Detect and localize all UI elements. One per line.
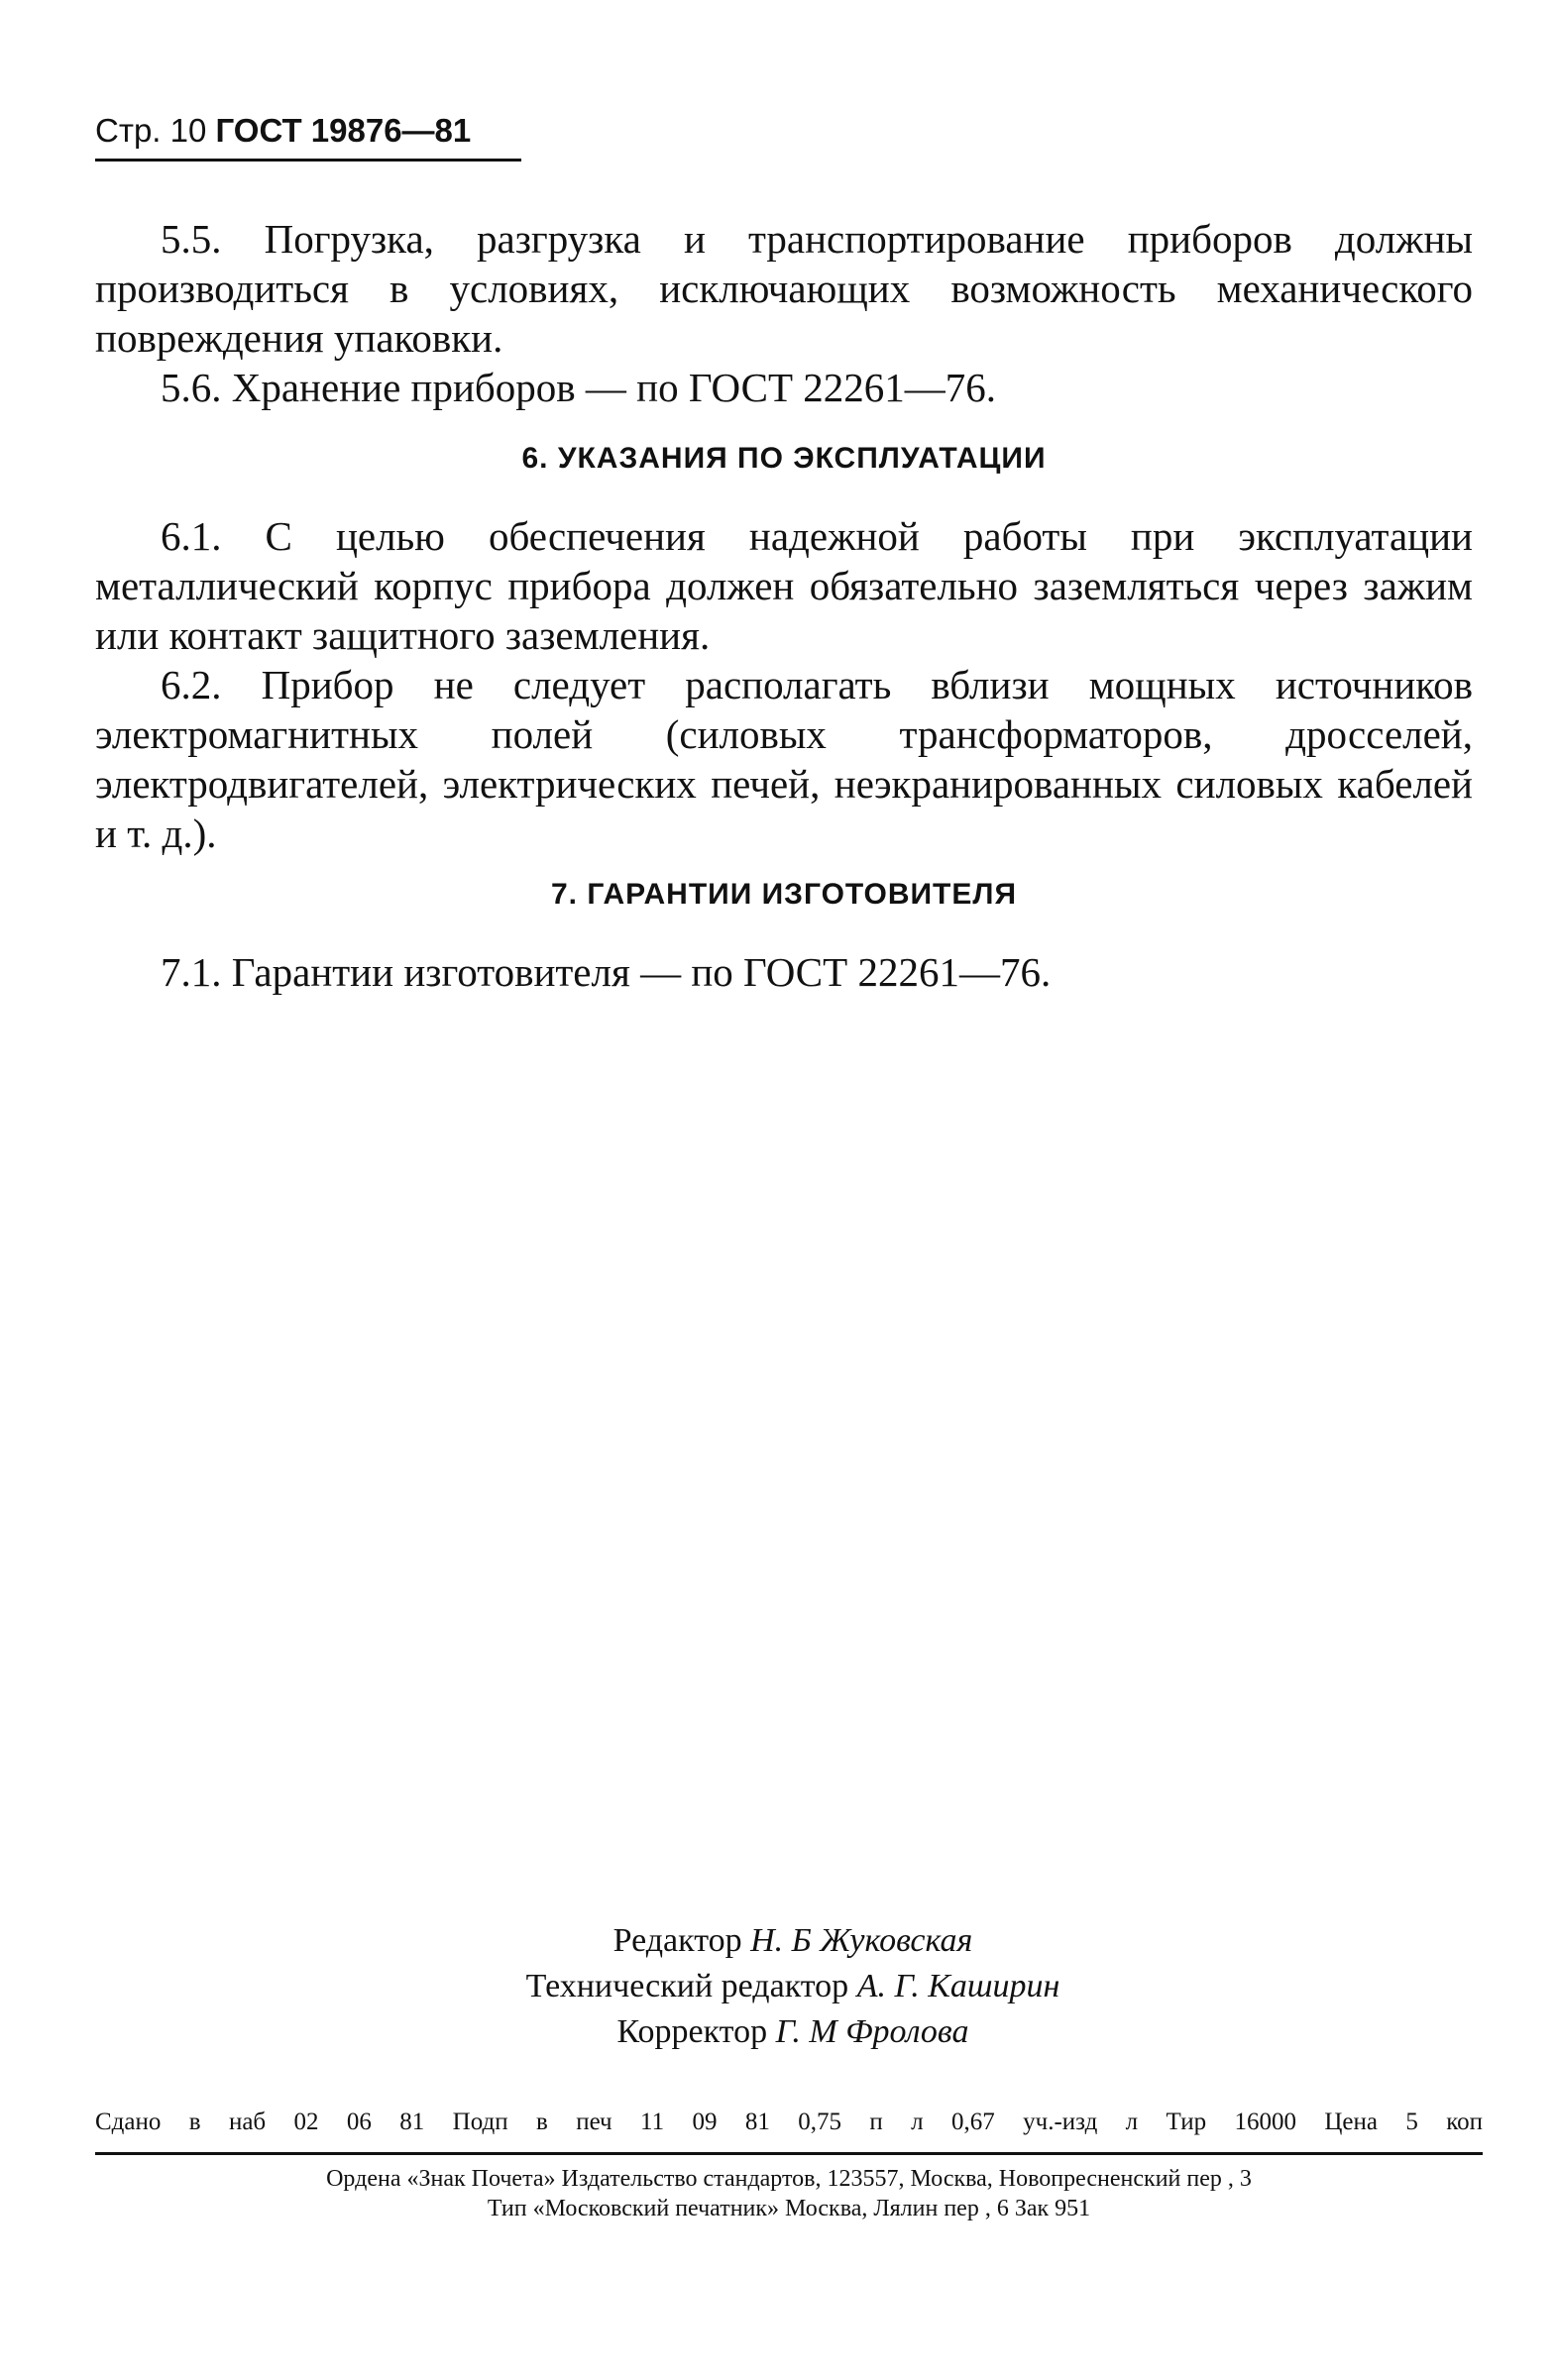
credit-corrector: [297, 2009, 1288, 2055]
paragraph-5-6: 5.6. Хранение приборов — по ГОСТ 22261—76.: [161, 365, 997, 410]
paragraph-6-2: 6.2. Прибор не следует располагать вблизи мощных источников электромагнитных полей (силовых трансформаторов, дросселей, электродвигателей, электрических печей, неэкранированных силовых кабелей и т. д.).: [95, 662, 1473, 856]
section-5-text: [95, 214, 1473, 412]
credit-editor-role: Редактор: [612, 1922, 742, 1959]
paragraph-7-1: 7.1. Гарантии изготовителя — по ГОСТ 22261—76.: [161, 949, 1052, 995]
imprint-rule: [95, 2152, 1483, 2155]
credit-corrector-role: Корректор: [616, 2013, 768, 2050]
credit-tech-editor-role: Технический редактор: [525, 1968, 849, 2004]
publisher-footer: [95, 2164, 1483, 2223]
standard-number: ГОСТ 19876—81: [215, 112, 472, 149]
page-header: [95, 111, 521, 151]
credit-tech-editor-name: А. Г. Каширин: [856, 1968, 1060, 2004]
page-number: Стр. 10: [95, 112, 207, 149]
footer-printer-line: Тип «Московский печатник» Москва, Лялин пер , 6 Зак 951: [487, 2196, 1091, 2221]
heading-section-6: 6. УКАЗАНИЯ ПО ЭКСПЛУАТАЦИИ: [521, 442, 1047, 475]
heading-section-7: 7. ГАРАНТИИ ИЗГОТОВИТЕЛЯ: [550, 878, 1017, 911]
header-rule: [95, 159, 521, 162]
credit-corrector-name: Г. М Фролова: [775, 2013, 969, 2050]
paragraph-5-5: 5.5. Погрузка, разгрузка и транспортирование приборов должны производиться в условиях, исключающих возможность механического повреждения упаковки.: [95, 216, 1473, 361]
credit-editor-name: Н. Б Жуковская: [750, 1922, 973, 1959]
section-7-text: [95, 947, 1473, 997]
paragraph-6-1: 6.1. С целью обеспечения надежной работы при эксплуатации металлический корпус прибора должен обязательно заземляться через зажим или контакт защитного заземления.: [95, 513, 1473, 658]
credit-editor: [297, 1918, 1288, 1964]
credits-block: [297, 1918, 1288, 2055]
footer-publisher-line: Ордена «Знак Почета» Издательство стандартов, 123557, Москва, Новопресненский пер , 3: [326, 2166, 1252, 2192]
section-6-text: [95, 511, 1473, 858]
credit-tech-editor: [297, 1964, 1288, 2009]
print-imprint: Сдано в наб 02 06 81 Подп в печ 11 09 81 0,75 п л 0,67 уч.-изд л Тир 16000 Цена 5 коп: [95, 2109, 1483, 2135]
